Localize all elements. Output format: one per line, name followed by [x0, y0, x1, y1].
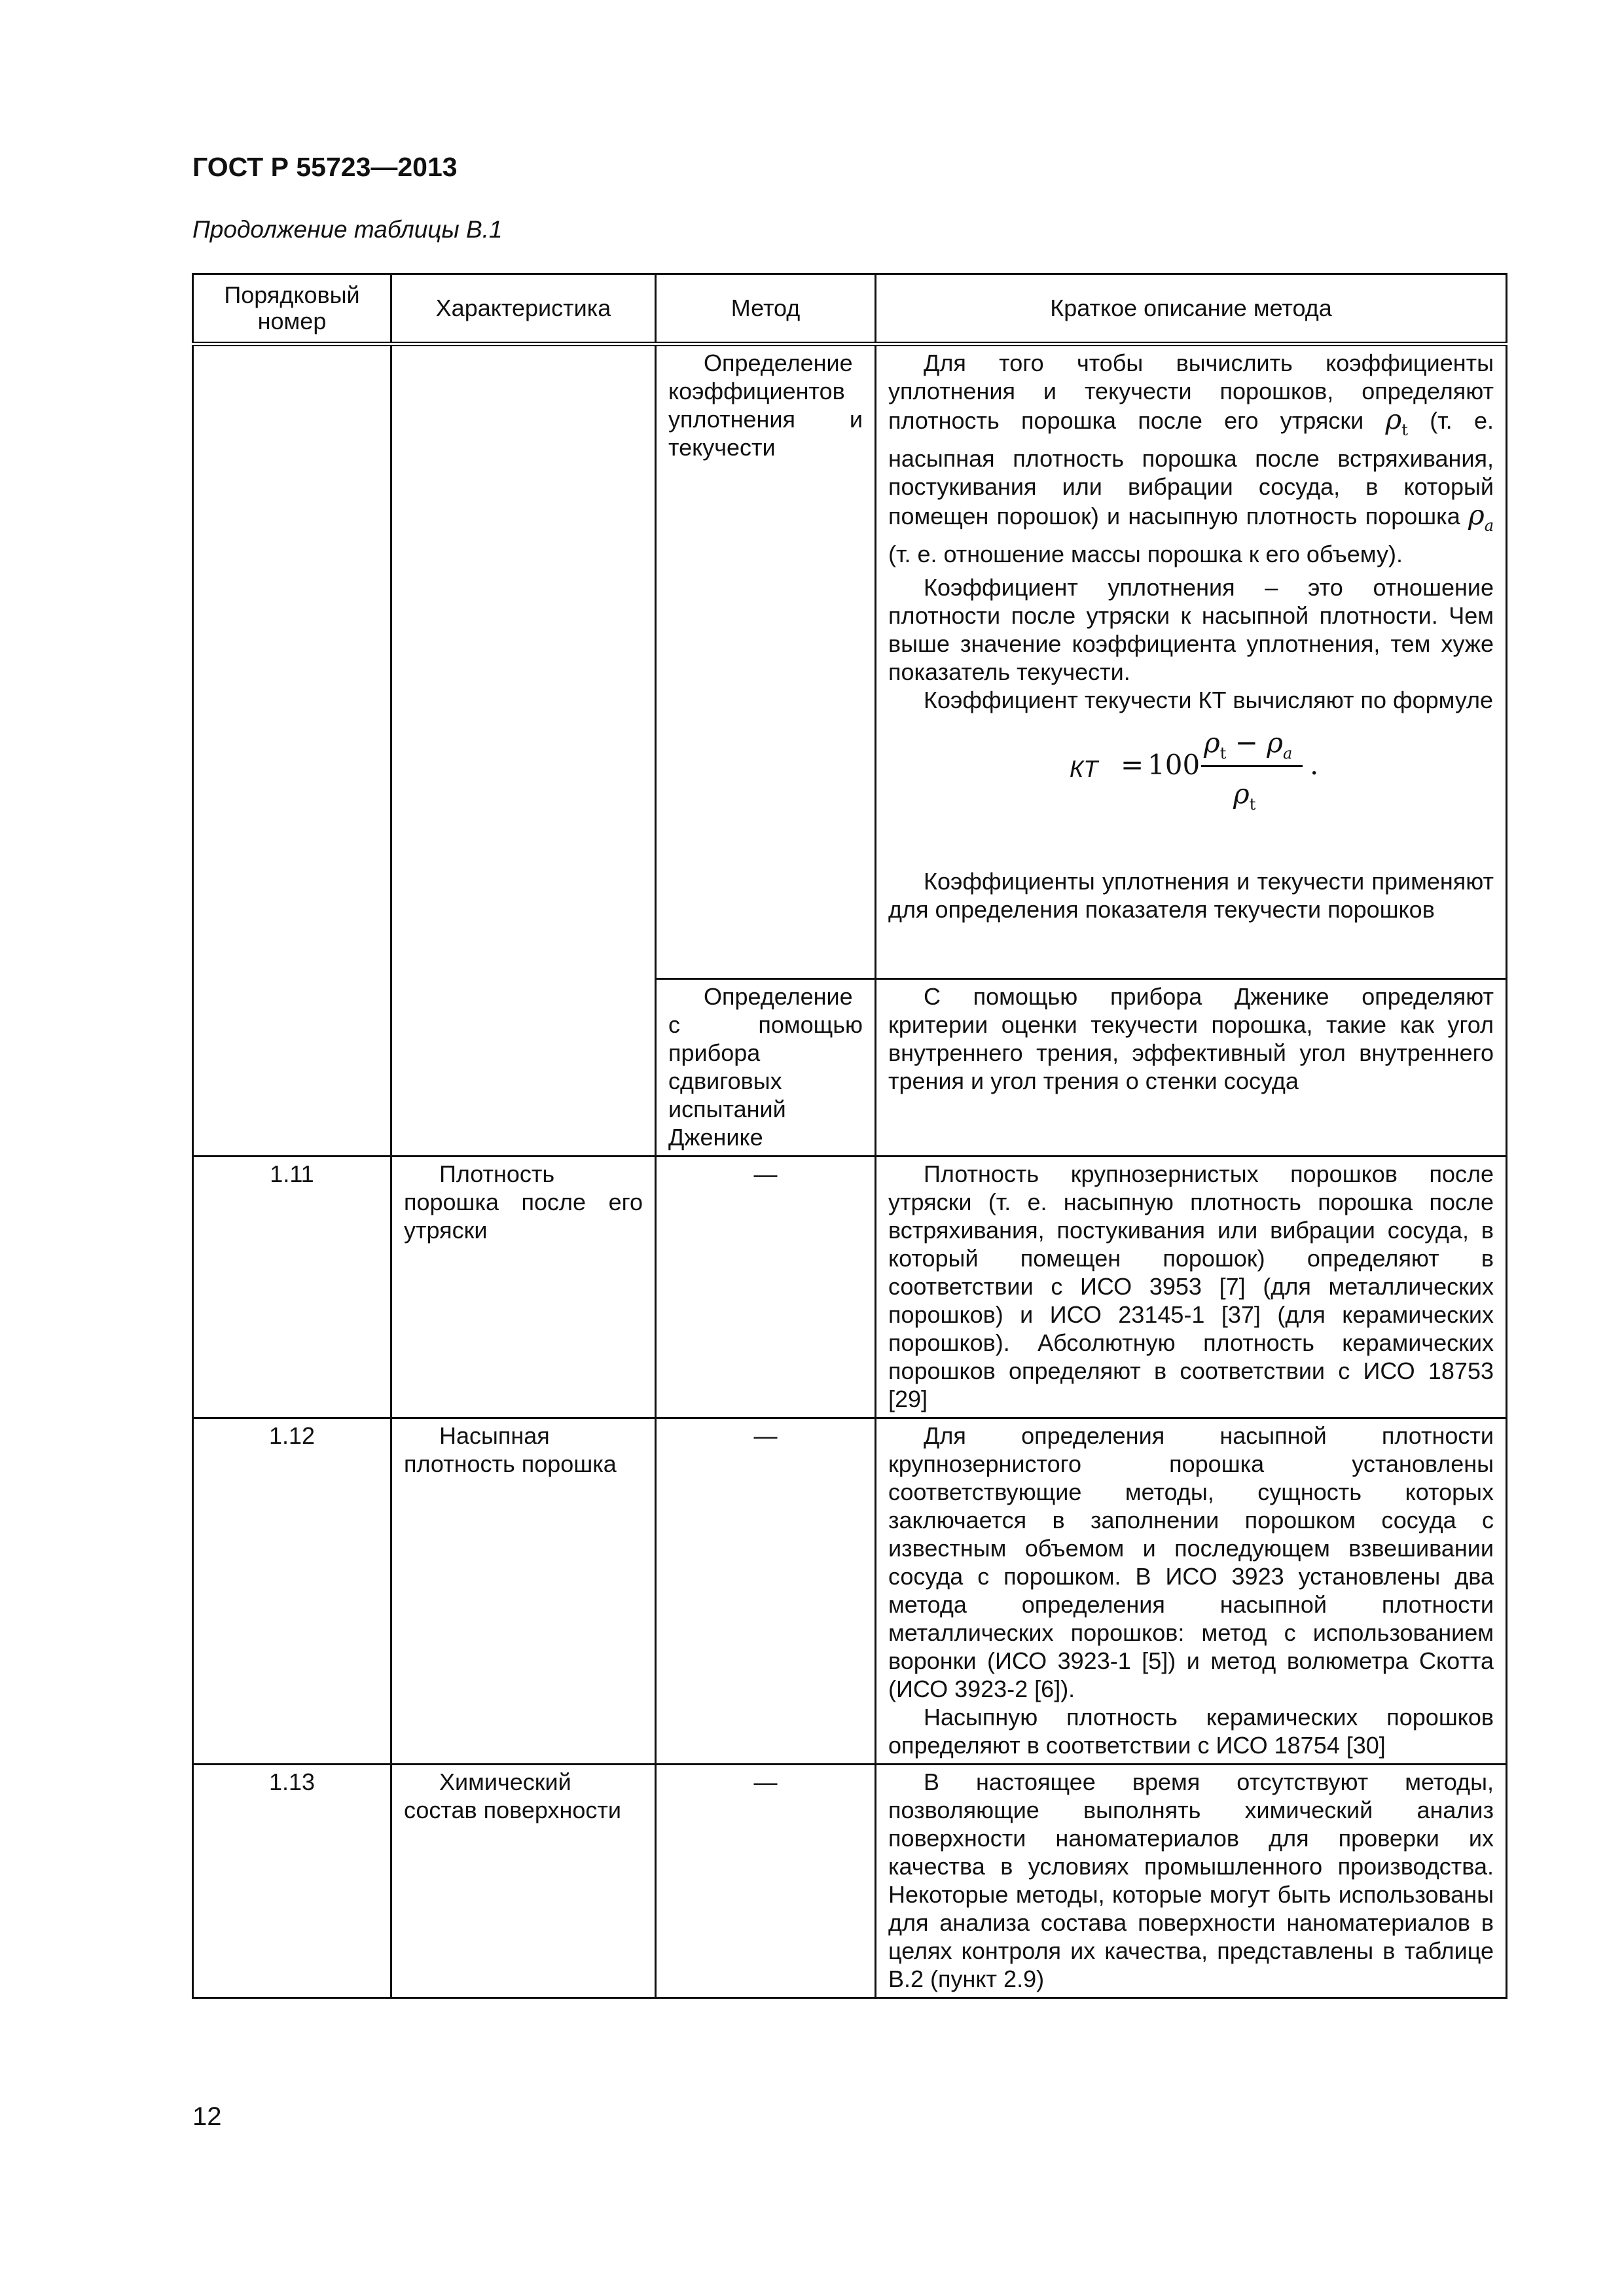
number-cell [193, 344, 391, 1157]
number-cell: 1.13 [193, 1765, 391, 1998]
characteristic-cell [391, 344, 656, 1157]
characteristic-cell: Насыпная плотность порошка [391, 1418, 656, 1765]
characteristic-cell: Плотность порошка после его утряски [391, 1157, 656, 1418]
method-cell: — [656, 1157, 876, 1418]
description-paragraph: Коэффициенты уплотнения и текучести применяют для определения показателя текучести порошков [888, 868, 1494, 923]
description-paragraph: Насыпную плотность керамических порошков определяют в соответствии с ИСО 18754 [30] [888, 1704, 1494, 1759]
table-row [193, 344, 1507, 979]
formula-numerator: $\rho_t - \rho_a$ [1204, 726, 1293, 762]
description-paragraph [888, 349, 1494, 568]
table-header-row [193, 274, 1507, 344]
table-row [193, 1418, 1507, 1765]
page-number: 12 [192, 2102, 222, 2131]
number-cell: 1.12 [193, 1418, 391, 1765]
description-cell: С помощью прибора Дженике определяют критерии оценки текучести порошка, такие как угол внутреннего трения, эффективный угол внутреннего трения и угол трения о стенки сосуда [876, 979, 1507, 1157]
formula-equals: = [1121, 749, 1144, 781]
header-description: Краткое описание метода [876, 274, 1507, 344]
formula-fraction-bar [1201, 765, 1303, 767]
header-characteristic: Характеристика [391, 274, 656, 344]
description-text: Для того чтобы вычислить коэффициенты уплотнения и текучести порошков, определяют плотность порошка после его утряски [888, 350, 1494, 434]
method-cell: — [656, 1765, 876, 1998]
formula-period: . [1310, 749, 1319, 781]
characteristic-cell: Химический состав поверхности [391, 1765, 656, 1998]
table-row [193, 1765, 1507, 1998]
description-text: (т. е. отношение массы порошка к его объему). [888, 541, 1403, 567]
number-cell: 1.11 [193, 1157, 391, 1418]
formula-coefficient: 100 [1147, 749, 1200, 781]
formula-denominator: $\rho_t$ [1233, 778, 1256, 814]
flow-coefficient-formula [888, 725, 1494, 836]
table-caption: Продолжение таблицы В.1 [192, 216, 503, 243]
description-text: (т. е. насыпная плотность порошка после встряхивания, постукивания или вибрации сосуда, в который помещен порошок) и насыпную плотность порошка [888, 407, 1494, 529]
description-cell [876, 344, 1507, 979]
description-cell: В настоящее время отсутствуют методы, позволяющие выполнять химический анализ поверхности наноматериалов для проверки их качества в условиях промышленного производства. Некоторые методы, которые могут быть использованы для анализа состава поверхности наноматериалов в целях контроля их качества, представлены в таблице В.2 (пункт 2.9) [876, 1765, 1507, 1998]
formula-lhs: КТ [1070, 755, 1098, 782]
rho-t-symbol: $\rho_t$ [1385, 403, 1408, 439]
rho-a-symbol: $\rho_a$ [1468, 499, 1494, 535]
method-cell: Определение с помощью прибора сдвиговых испытаний Дженике [656, 979, 876, 1157]
header-method: Метод [656, 274, 876, 344]
table-row [193, 1157, 1507, 1418]
description-paragraph: Коэффициент текучести КТ вычисляют по формуле [924, 687, 1494, 713]
characteristics-table [192, 273, 1507, 1999]
method-cell: — [656, 1418, 876, 1765]
description-cell [876, 1418, 1507, 1765]
description-paragraph: Коэффициент уплотнения – это отношение плотности после утряски к насыпной плотности. Чем выше значение коэффициента уплотнения, тем хуже показатель текучести. [888, 574, 1494, 685]
description-paragraph: Для определения насыпной плотности крупнозернистого порошка установлены соответствующие методы, сущность которых заключается в заполнении порошком сосуда с известным объемом и последующем взвешивании сосуда с порошком. В ИСО 3923 установлены два метода определения насыпной плотности металлических порошков: метод с использованием воронки (ИСО 3923-1 [5]) и метод волюметра Скотта (ИСО 3923-2 [6]). [888, 1422, 1494, 1702]
method-cell: Определение коэффициентов уплотнения и текучести [656, 344, 876, 979]
description-cell: Плотность крупнозернистых порошков после утряски (т. е. насыпную плотность порошка после встряхивания, постукивания или вибрации сосуда, в который помещен порошок) определяют в соответствии с ИСО 3953 [7] (для металлических порошков) и ИСО 23145-1 [37] (для керамических порошков). Абсолютную плотность керамических порошков определяют в соответствии с ИСО 18753 [29] [876, 1157, 1507, 1418]
header-number: Порядковый номер [193, 274, 391, 344]
document-code: ГОСТ Р 55723—2013 [192, 152, 458, 182]
